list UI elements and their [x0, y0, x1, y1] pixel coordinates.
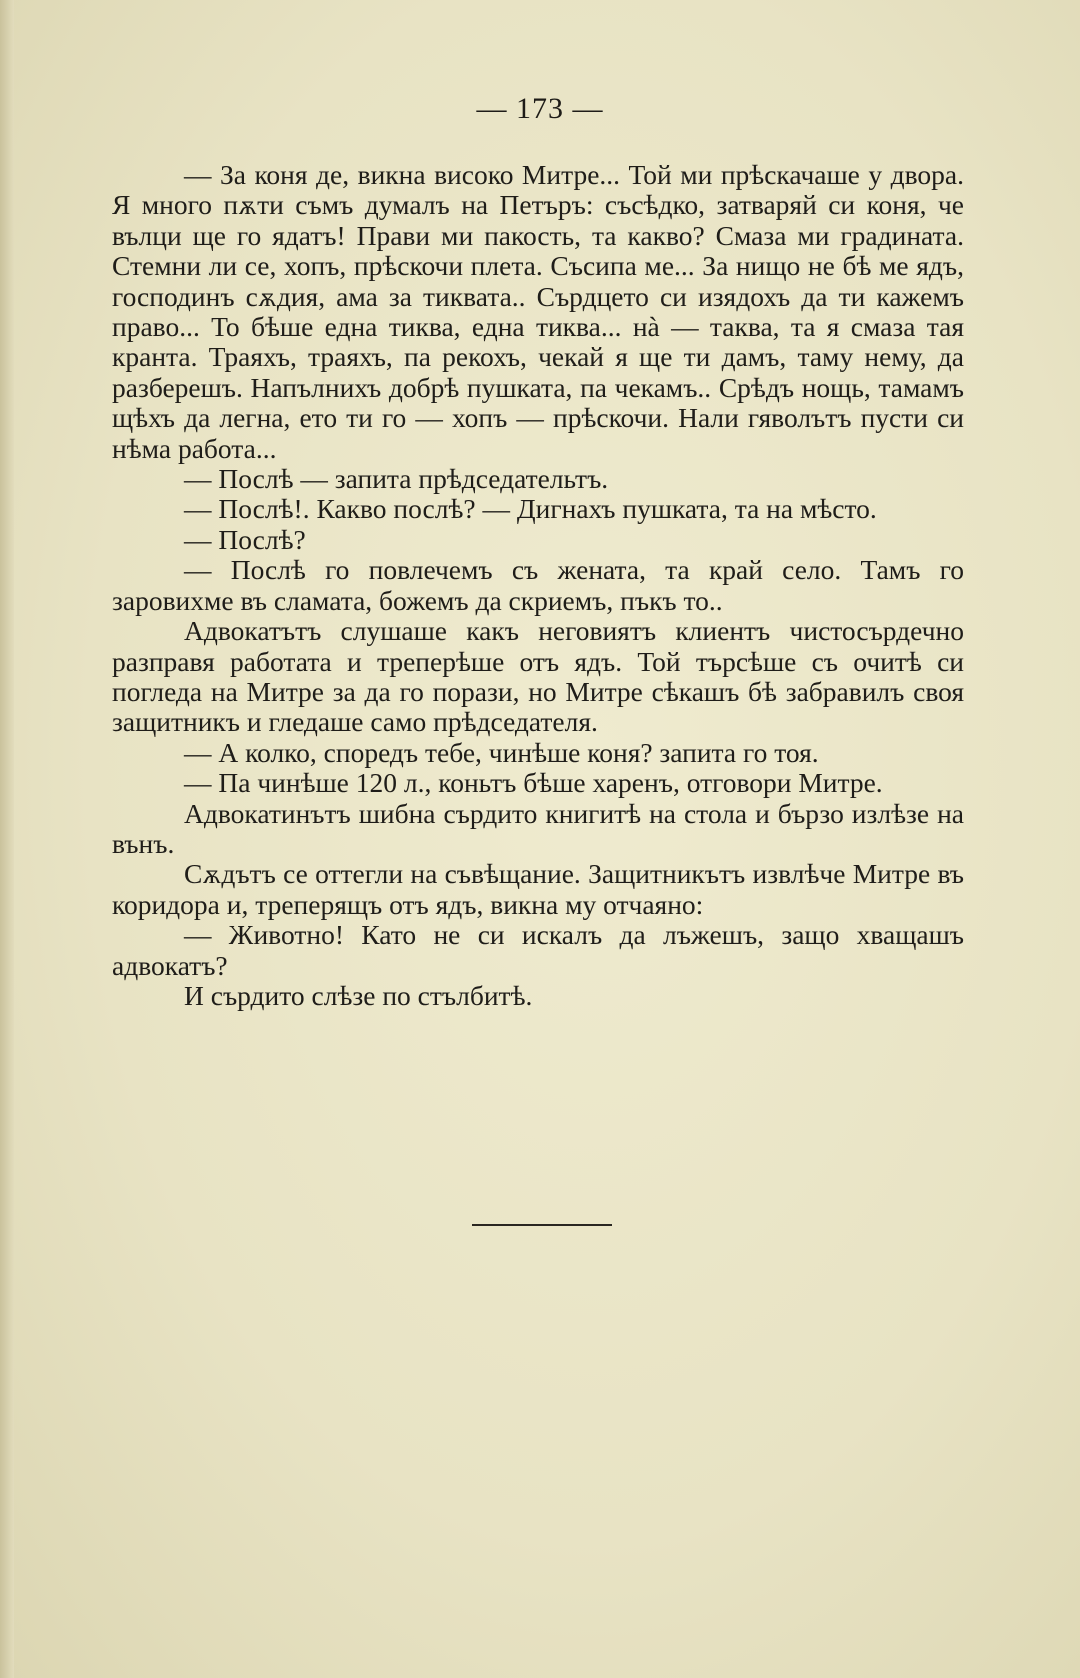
paragraph: — А колко, споредъ тебе, чинѣше коня? запита го тоя. — [184, 736, 819, 768]
paragraph: — Па чинѣше 120 л., коньтъ бѣше харенъ, отговори Митре. — [184, 767, 883, 799]
paragraph: Адвокатинътъ шибна сърдито книгитѣ на стола и бързо излѣзе на вънъ. — [112, 797, 964, 859]
paragraph: — Послѣ — запита прѣдседательтъ. — [184, 463, 609, 495]
page-number: — 173 — — [476, 92, 604, 125]
paragraph: — Животно! Като не си искалъ да лъжешъ, защо хващашъ адвокатъ? — [112, 919, 964, 981]
paragraph: И сърдито слѣзе по стълбитѣ. — [184, 979, 533, 1011]
paragraph: — Послѣ? — [184, 523, 306, 555]
paragraph: — За коня де, викна високо Митре... Той ми прѣскачаше у двора. Я много пѫти съмъ думалъ на Петъръ: съсѣдко, затваряй си коня, че вълци ще го ядатъ! Прави ми пакость, та какво? Смаза ми градината. Стемни ли се, хопъ, прѣскочи плета. Съсипа ме... За нищо не бѣ ме ядъ, господинъ сѫдия, ама за тиквата.. Сърдцето си изядохъ да ти кажемъ право... То бѣше една тиква, една тиква... нà — таква, та я смаза тая кранта. Траяхъ, траяхъ, па рекохъ, чекай я ще ти дамъ, таму нему, да разберешъ. Напълнихъ добрѣ пушката, па чекамъ.. Срѣдъ нощь, тамамъ щѣхъ да легна, ето ти го — хопъ — прѣскочи. Нали гяволътъ пусти си нѣма работа... — [112, 159, 964, 464]
paragraph: Сѫдътъ се оттегли на съвѣщание. Защитникътъ извлѣче Митре въ коридора и, треперящъ отъ ядъ, викна му отчаяно: — [112, 858, 964, 920]
paragraph: Адвокатътъ слушаше какъ неговиятъ клиентъ чистосърдечно разправя работата и треперѣше отъ ядъ. Той търсѣше съ очитѣ си погледа на Митре за да го порази, но Митре сѣкашъ бѣ забравилъ своя защитникъ и гледаше само прѣдседателя. — [112, 615, 964, 738]
paragraph: — Послѣ го повлечемъ съ жената, та край село. Тамъ го заровихме въ сламата, божемъ да скриемъ, пъкъ то.. — [112, 554, 964, 616]
body-text — [112, 160, 964, 1011]
chapter-end-rule — [472, 1224, 612, 1226]
binding-edge — [0, 0, 14, 1678]
paragraph: — Послѣ!. Какво послѣ? — Дигнахъ пушката, та на мѣсто. — [184, 493, 877, 525]
